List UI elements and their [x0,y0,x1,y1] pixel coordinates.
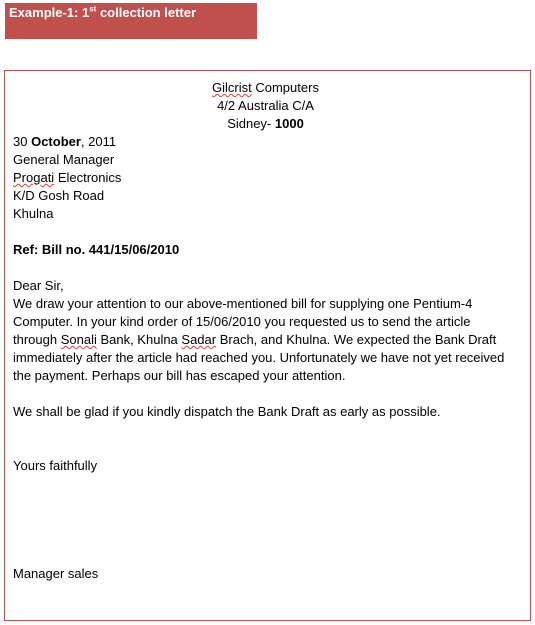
body-p1-sadar: Sadar [181,332,217,347]
body-p1-part-a: We draw your attention to our above-mentioned bill for supplying one Pentium-4 Computer. In your kind order of 15/06/2010 you requested us to send the article through [13,296,473,347]
body-paragraph-1 [13,295,518,385]
reference-line: Ref: Bill no. 441/15/06/2010 [13,242,180,257]
sender-city-name: Sidney- [227,116,275,131]
letter-frame [4,70,531,621]
example-title-banner [5,3,257,39]
recipient-company-rest: Electronics [54,170,122,185]
banner-text-suffix: collection letter [96,5,197,20]
date-month: October [31,134,81,149]
sender-company-rest: Computers [251,80,319,95]
body-p1-sonali: Sonali [60,332,97,347]
recipient-road: K/D Gosh Road [13,188,105,203]
recipient-title: General Manager [13,152,115,167]
sender-postcode: 1000 [274,116,304,131]
sender-company [13,79,518,97]
sender-company-name: Gilcrist [212,80,252,95]
date-year: , 2011 [80,134,117,149]
sender-city [13,115,518,133]
letter-body [13,79,518,583]
banner-superscript: st [89,4,97,14]
salutation: Dear Sir, [13,278,64,293]
date-day: 30 [13,134,32,149]
recipient-company-name: Progati [13,170,55,185]
signature-title: Manager sales [13,566,99,581]
sender-street: 4/2 Australia C/A [217,98,314,113]
body-paragraph-2: We shall be glad if you kindly dispatch the Bank Draft as early as possible. [13,404,441,419]
recipient-city: Khulna [13,206,54,221]
body-p1-part-b: Bank, Khulna [96,332,182,347]
closing: Yours faithfully [13,458,98,473]
banner-text-prefix: Example-1: 1 [9,5,90,20]
letter-date [13,133,518,151]
recipient-company [13,169,518,187]
body-p1-part-c: Brach, and Khulna. We expected the Bank Draft immediately after the article had reached you. Unfortunately we have not yet received the payment. Perhaps our bill has escaped your attention. [13,332,505,383]
